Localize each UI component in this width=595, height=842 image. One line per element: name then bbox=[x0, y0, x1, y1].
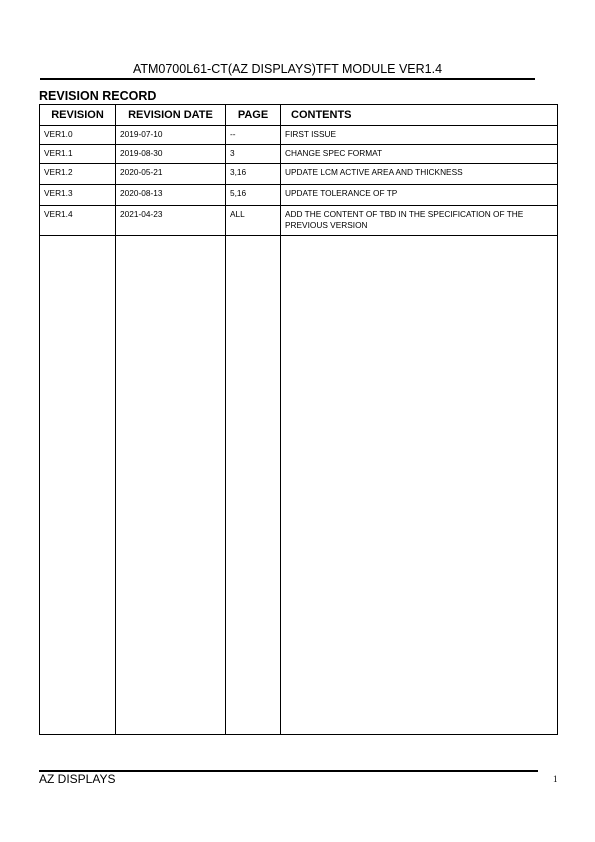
cell-date: 2021-04-23 bbox=[116, 206, 226, 236]
column-header-page: PAGE bbox=[226, 105, 281, 126]
table-row bbox=[40, 206, 558, 236]
column-header-contents: CONTENTS bbox=[281, 105, 558, 126]
cell-revision: VER1.3 bbox=[40, 185, 116, 206]
cell-page: 5,16 bbox=[226, 185, 281, 206]
cell-revision: VER1.0 bbox=[40, 126, 116, 145]
section-title: REVISION RECORD bbox=[39, 89, 157, 103]
cell-page: ALL bbox=[226, 206, 281, 236]
table-row bbox=[40, 164, 558, 185]
cell-revision: VER1.2 bbox=[40, 164, 116, 185]
table-row bbox=[40, 185, 558, 206]
table-row bbox=[40, 145, 558, 164]
empty-cell bbox=[116, 236, 226, 735]
revision-table bbox=[39, 104, 558, 735]
cell-contents: UPDATE TOLERANCE OF TP bbox=[281, 185, 558, 206]
empty-cell bbox=[281, 236, 558, 735]
header-divider bbox=[40, 78, 535, 80]
cell-contents: FIRST ISSUE bbox=[281, 126, 558, 145]
footer-company-name: AZ DISPLAYS bbox=[39, 772, 116, 786]
cell-date: 2019-07-10 bbox=[116, 126, 226, 145]
column-header-revision: REVISION bbox=[40, 105, 116, 126]
cell-contents: ADD THE CONTENT OF TBD IN THE SPECIFICATION OF THE PREVIOUS VERSION bbox=[281, 206, 558, 236]
cell-date: 2020-08-13 bbox=[116, 185, 226, 206]
cell-revision: VER1.4 bbox=[40, 206, 116, 236]
table-header-row bbox=[40, 105, 558, 126]
cell-date: 2019-08-30 bbox=[116, 145, 226, 164]
cell-date: 2020-05-21 bbox=[116, 164, 226, 185]
cell-revision: VER1.1 bbox=[40, 145, 116, 164]
table-row bbox=[40, 126, 558, 145]
page-number: 1 bbox=[553, 774, 558, 784]
cell-contents: CHANGE SPEC FORMAT bbox=[281, 145, 558, 164]
cell-contents: UPDATE LCM ACTIVE AREA AND THICKNESS bbox=[281, 164, 558, 185]
cell-page: 3,16 bbox=[226, 164, 281, 185]
empty-cell bbox=[40, 236, 116, 735]
empty-cell bbox=[226, 236, 281, 735]
document-title: ATM0700L61-CT(AZ DISPLAYS)TFT MODULE VER1.4 bbox=[132, 62, 443, 76]
cell-page: -- bbox=[226, 126, 281, 145]
cell-page: 3 bbox=[226, 145, 281, 164]
empty-table-row bbox=[40, 236, 558, 735]
column-header-revision-date: REVISION DATE bbox=[116, 105, 226, 126]
